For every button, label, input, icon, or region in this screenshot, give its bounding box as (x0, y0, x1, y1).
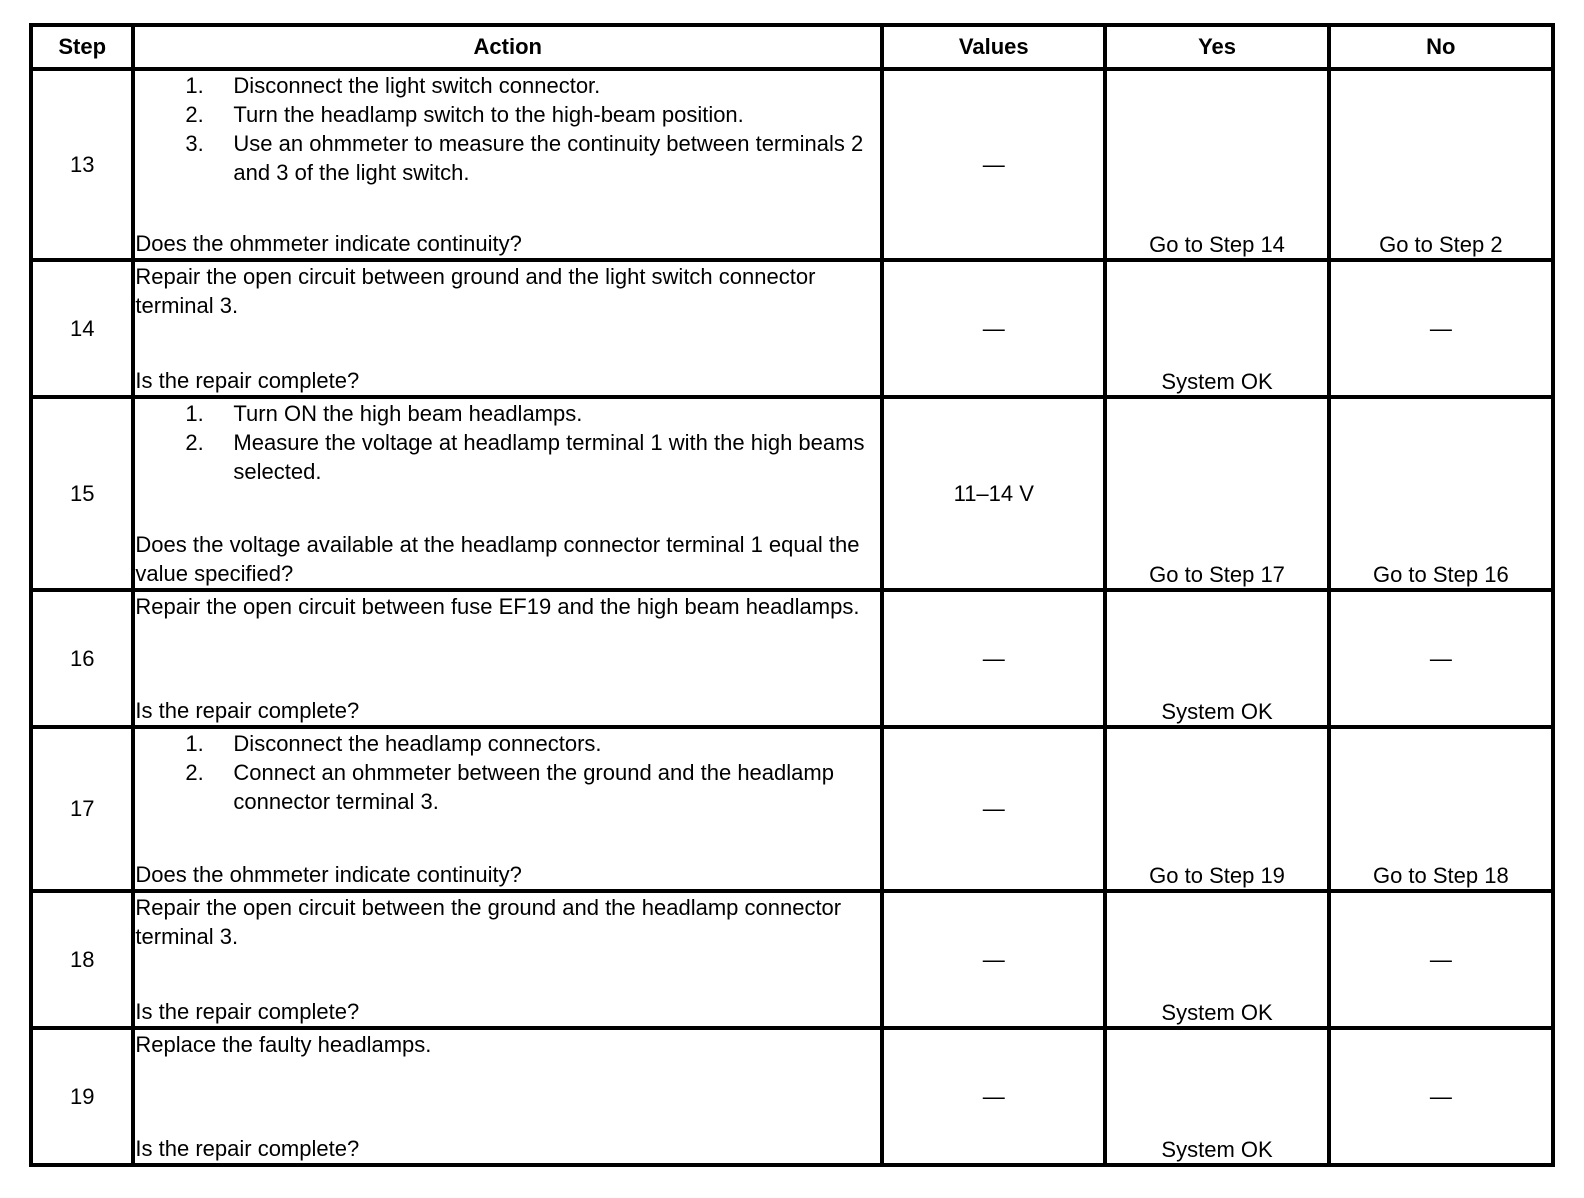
values-text: — (982, 315, 1005, 341)
action-cell (133, 397, 882, 590)
step-num: 3. (185, 131, 204, 156)
action-question: Is the repair complete? (135, 368, 360, 393)
action-text: Repair the open circuit between ground and the light switch connector terminal 3. (135, 264, 816, 318)
table-row (31, 590, 1553, 727)
step-num: 2. (185, 102, 204, 127)
values-cell (882, 891, 1105, 1028)
action-cell (133, 1028, 882, 1165)
table-row (31, 69, 1553, 260)
action-question: Does the ohmmeter indicate continuity? (135, 862, 522, 887)
step-number: 14 (31, 260, 133, 397)
table-row (31, 1028, 1553, 1165)
header-step: Step (31, 25, 133, 69)
step-text: Turn the headlamp switch to the high-beam position. (233, 102, 744, 127)
action-cell (133, 891, 882, 1028)
no-cell: Go to Step 16 (1329, 397, 1553, 590)
yes-cell: Go to Step 14 (1105, 69, 1328, 260)
step-number: 17 (31, 727, 133, 891)
values-cell (882, 397, 1105, 590)
header-action: Action (133, 25, 882, 69)
table-row (31, 260, 1553, 397)
header-no: No (1329, 25, 1553, 69)
step-num: 2. (185, 760, 204, 785)
step-number: 16 (31, 590, 133, 727)
step-text: Turn ON the high beam headlamps. (233, 401, 583, 426)
no-cell (1329, 1028, 1553, 1165)
table-row (31, 727, 1553, 891)
step-text: Disconnect the light switch connector. (233, 73, 601, 98)
values-cell (882, 69, 1105, 260)
values-cell (882, 260, 1105, 397)
step-text: Connect an ohmmeter between the ground and the headlamp connector terminal 3. (233, 760, 834, 814)
action-steps (135, 71, 880, 187)
values-text: — (982, 645, 1005, 671)
no-text: — (1429, 645, 1452, 671)
step-number: 15 (31, 397, 133, 590)
values-text: — (982, 151, 1005, 177)
values-cell (882, 1028, 1105, 1165)
action-cell (133, 69, 882, 260)
step-num: 1. (185, 401, 204, 426)
header-yes: Yes (1105, 25, 1328, 69)
action-step (135, 71, 880, 100)
values-text: — (982, 1083, 1005, 1109)
step-num: 2. (185, 430, 204, 455)
action-step (135, 758, 880, 816)
header-values: Values (882, 25, 1105, 69)
no-cell (1329, 260, 1553, 397)
action-question: Is the repair complete? (135, 999, 360, 1024)
action-step (135, 428, 880, 486)
step-number: 19 (31, 1028, 133, 1165)
values-text: — (982, 946, 1005, 972)
action-step (135, 399, 880, 428)
step-number: 18 (31, 891, 133, 1028)
table-row (31, 891, 1553, 1028)
action-question: Does the ohmmeter indicate continuity? (135, 231, 522, 256)
yes-cell: System OK (1105, 590, 1328, 727)
yes-cell: System OK (1105, 1028, 1328, 1165)
action-text: Repair the open circuit between the ground and the headlamp connector terminal 3. (135, 895, 842, 949)
action-text: Repair the open circuit between fuse EF19 and the high beam headlamps. (135, 594, 860, 619)
yes-cell: System OK (1105, 891, 1328, 1028)
no-text: — (1429, 1083, 1452, 1109)
no-cell: Go to Step 18 (1329, 727, 1553, 891)
header-row (31, 25, 1553, 69)
action-question: Is the repair complete? (135, 698, 360, 723)
values-cell (882, 727, 1105, 891)
action-text: Replace the faulty headlamps. (135, 1032, 432, 1057)
values-text: 11–14 V (953, 480, 1034, 506)
action-steps (135, 729, 880, 816)
step-text: Use an ohmmeter to measure the continuity between terminals 2 and 3 of the light switch. (233, 131, 864, 185)
yes-cell: Go to Step 17 (1105, 397, 1328, 590)
step-text: Measure the voltage at headlamp terminal 1 with the high beams selected. (233, 430, 865, 484)
diagnostic-table (29, 23, 1555, 1167)
table-row (31, 397, 1553, 590)
step-text: Disconnect the headlamp connectors. (233, 731, 602, 756)
action-cell (133, 727, 882, 891)
no-cell (1329, 891, 1553, 1028)
values-text: — (982, 796, 1005, 821)
yes-cell: System OK (1105, 260, 1328, 397)
action-step (135, 729, 880, 758)
step-num: 1. (185, 73, 204, 98)
no-cell: Go to Step 2 (1329, 69, 1553, 260)
action-question: Does the voltage available at the headlamp connector terminal 1 equal the value specified? (135, 532, 860, 586)
step-number: 13 (31, 69, 133, 260)
action-step (135, 129, 880, 187)
step-num: 1. (185, 731, 204, 756)
action-step (135, 100, 880, 129)
action-steps (135, 399, 880, 486)
action-cell (133, 590, 882, 727)
no-text: — (1429, 315, 1452, 341)
no-cell (1329, 590, 1553, 727)
no-text: — (1429, 946, 1452, 972)
yes-cell: Go to Step 19 (1105, 727, 1328, 891)
values-cell (882, 590, 1105, 727)
action-cell (133, 260, 882, 397)
action-question: Is the repair complete? (135, 1136, 360, 1161)
